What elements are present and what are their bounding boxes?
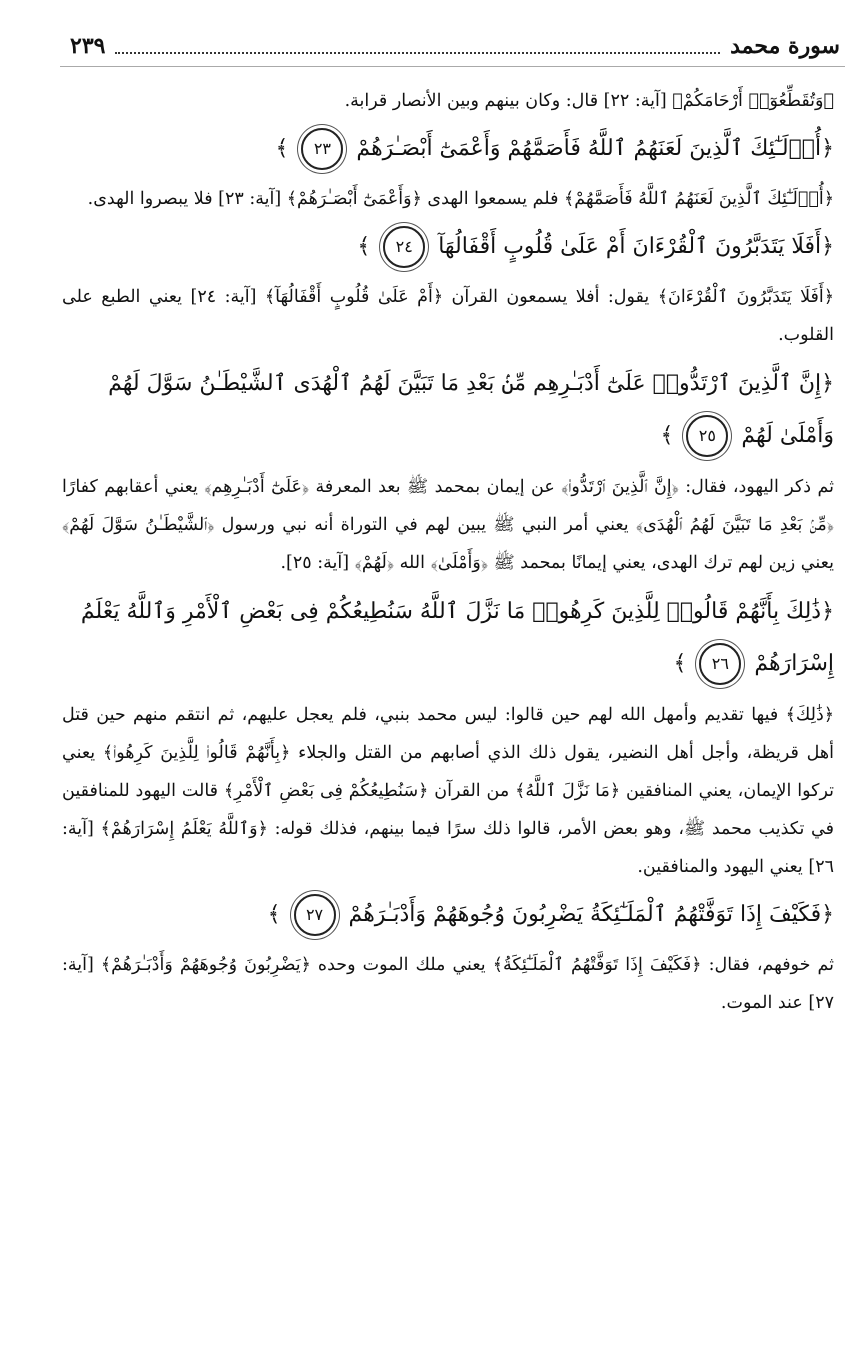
- verse-text: ﴿إِنَّ ٱلَّذِينَ ٱرْتَدُّوا۟ عَلَىٰٓ أَدْبَـٰرِهِم مِّنۢ بَعْدِ مَا تَبَيَّنَ لَهُمُ ٱلْهُدَى ٱلشَّيْطَـٰنُ سَوَّلَ لَهُمْ وَأَمْلَىٰ لَهُمْ: [108, 371, 834, 448]
- commentary-paragraph: ﴿ذَٰلِكَ﴾ فيها تقديم وأمهل الله لهم حين قالوا: ليس محمد بنبي، فلم يعجل عليهم، ثم انتقم منهم حين قتل أهل قريظة، وأجل أهل النضير، يقول ذلك الذي أصابهم من القتل والجلاء ﴿بِأَنَّهُمْ قَالُوا۟ لِلَّذِينَ كَرِهُوا۟﴾ يعني تركوا الإيمان، يعني المنافقين ﴿مَا نَزَّلَ ٱللَّهُ﴾ من القرآن ﴿سَنُطِيعُكُمْ فِى بَعْضِ ٱلْأَمْرِ﴾ قالت اليهود للمنافقين في تكذيب محمد ﷺ، وهو بعض الأمر، قالوا ذلك سرًا فيما بينهم، فذلك قوله: ﴿وَٱللَّهُ يَعْلَمُ إِسْرَارَهُمْ﴾ [آية: ٢٦] يعني اليهود والمنافقين.: [62, 705, 834, 877]
- header-dotted-leader: [115, 38, 720, 54]
- header-rule: [60, 66, 845, 67]
- verse-close-bracket: ﴾: [660, 423, 674, 448]
- verse-27: [62, 890, 834, 940]
- verse-text: ﴿أُو۟لَـٰٓئِكَ ٱلَّذِينَ لَعَنَهُمُ ٱللَّهُ فَأَصَمَّهُمْ وَأَعْمَىٰٓ أَبْصَـٰرَهُمْ: [356, 136, 834, 161]
- verse-25: [62, 358, 834, 462]
- page-number: ٢٣٩: [70, 33, 106, 59]
- page-body: [62, 82, 834, 1024]
- ayah-number-marker: ٢٧: [294, 894, 336, 936]
- page-header: [70, 26, 840, 66]
- verse-text: ﴿أَفَلَا يَتَدَبَّرُونَ ٱلْقُرْءَانَ أَمْ عَلَىٰ قُلُوبٍ أَقْفَالُهَآ: [438, 234, 834, 259]
- commentary-paragraph: ﴿وَتُقَطِّعُوٓا۟ أَرْحَامَكُمْ﴾ [آية: ٢٢] قال: وكان بينهم وبين الأنصار قرابة.: [344, 91, 834, 111]
- commentary-paragraph: ثم ذكر اليهود، فقال: ﴿إِنَّ ٱلَّذِينَ ٱرْتَدُّوا۟﴾ عن إيمان بمحمد ﷺ بعد المعرفة ﴿عَلَىٰٓ أَدْبَـٰرِهِم﴾ يعني أعقابهم كفارًا ﴿مِّنۢ بَعْدِ مَا تَبَيَّنَ لَهُمُ ٱلْهُدَى﴾ يعني أمر النبي ﷺ يبين لهم في التوراة أنه نبي ورسول ﴿ٱلشَّيْطَـٰنُ سَوَّلَ لَهُمْ﴾ يعني زين لهم ترك الهدى، يعني إيمانًا بمحمد ﷺ ﴿وَأَمْلَىٰ﴾ الله ﴿لَهُمْ﴾ [آية: ٢٥].: [62, 477, 834, 573]
- verse-24: [62, 222, 834, 272]
- verse-23: [62, 124, 834, 174]
- commentary-paragraph: ثم خوفهم، فقال: ﴿فَكَيْفَ إِذَا تَوَفَّتْهُمُ ٱلْمَلَـٰٓئِكَةُ﴾ يعني ملك الموت وحده ﴿يَضْرِبُونَ وُجُوهَهُمْ وَأَدْبَـٰرَهُمْ﴾ [آية: ٢٧] عند الموت.: [62, 955, 834, 1013]
- verse-close-bracket: ﴾: [267, 902, 281, 927]
- verse-close-bracket: ﴾: [357, 234, 371, 259]
- commentary-paragraph: ﴿أُو۟لَـٰٓئِكَ ٱلَّذِينَ لَعَنَهُمُ ٱللَّهُ فَأَصَمَّهُمْ﴾ فلم يسمعوا الهدى ﴿وَأَعْمَىٰٓ أَبْصَـٰرَهُمْ﴾ [آية: ٢٣] فلا يبصروا الهدى.: [87, 189, 834, 209]
- ayah-number-marker: ٢٥: [686, 415, 728, 457]
- ayah-number-marker: ٢٤: [383, 226, 425, 268]
- verse-26: [62, 586, 834, 690]
- verse-close-bracket: ﴾: [275, 136, 289, 161]
- commentary-paragraph: ﴿أَفَلَا يَتَدَبَّرُونَ ٱلْقُرْءَانَ﴾ يقول: أفلا يسمعون القرآن ﴿أَمْ عَلَىٰ قُلُوبٍ أَقْفَالُهَآ﴾ [آية: ٢٤] يعني الطبع على القلوب.: [62, 287, 834, 345]
- verse-text: ﴿ذَٰلِكَ بِأَنَّهُمْ قَالُوا۟ لِلَّذِينَ كَرِهُوا۟ مَا نَزَّلَ ٱللَّهُ سَنُطِيعُكُمْ فِى بَعْضِ ٱلْأَمْرِ وَٱللَّهُ يَعْلَمُ إِسْرَارَهُمْ: [80, 599, 834, 676]
- ayah-number-marker: ٢٣: [301, 128, 343, 170]
- verse-close-bracket: ﴾: [673, 651, 687, 676]
- surah-title: سورة محمد: [730, 33, 840, 59]
- ayah-number-marker: ٢٦: [699, 643, 741, 685]
- verse-text: ﴿فَكَيْفَ إِذَا تَوَفَّتْهُمُ ٱلْمَلَـٰٓئِكَةُ يَضْرِبُونَ وُجُوهَهُمْ وَأَدْبَـٰرَهُمْ: [348, 902, 834, 927]
